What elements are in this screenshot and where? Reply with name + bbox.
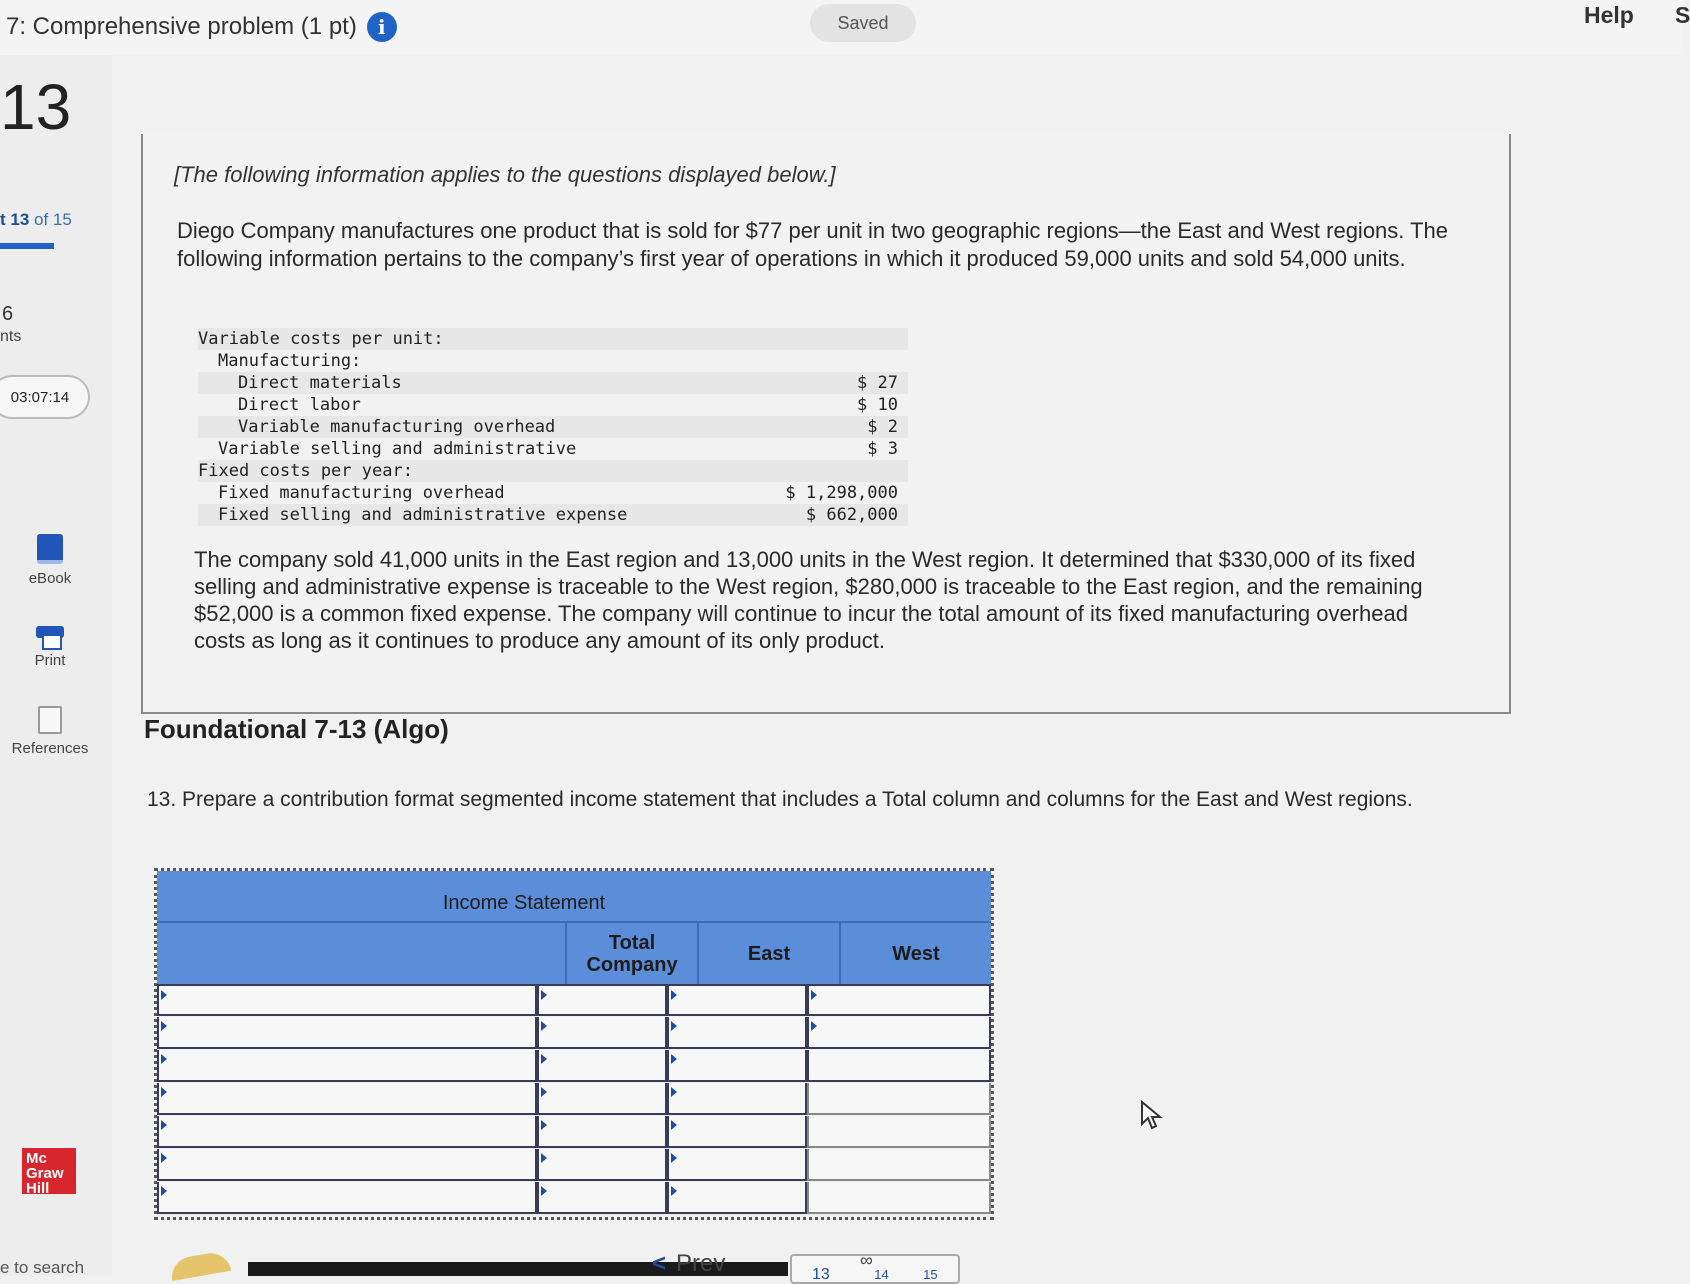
cost-label: Direct labor xyxy=(238,395,361,415)
worksheet-title: Income Statement xyxy=(442,892,606,914)
page-selector[interactable] xyxy=(790,1254,960,1284)
cell-east[interactable] xyxy=(667,1116,807,1148)
cost-amount: $ 27 xyxy=(857,373,898,393)
dropdown-marker-icon xyxy=(671,1087,677,1097)
cost-label: Direct materials xyxy=(238,373,402,393)
points-label: nts xyxy=(0,328,22,345)
dropdown-marker-icon xyxy=(671,990,677,1000)
cell-total-company[interactable] xyxy=(537,1182,667,1214)
prev-button[interactable] xyxy=(652,1250,725,1278)
chevron-left-icon: < xyxy=(652,1250,667,1277)
info-icon[interactable]: i xyxy=(367,12,397,42)
dropdown-marker-icon xyxy=(161,1054,167,1064)
table-row xyxy=(157,1149,991,1181)
worksheet-body xyxy=(157,984,991,1217)
progress-bar xyxy=(0,243,54,249)
dropdown-marker-icon xyxy=(541,1153,547,1163)
regional-details: The company sold 41,000 units in the East region and 13,000 units in the West region. It determined that $330,000 of its fixed selling and administrative expense is traceable to the West region, $280,000 is traceable to the East region, and the remaining $52,000 is a common fixed expense. The company will continue to incur the total amount of its fixed manufacturing overhead costs as long as it continues to produce any amount of its only product. xyxy=(194,547,1423,653)
dropdown-marker-icon xyxy=(161,1021,167,1031)
cell-east[interactable] xyxy=(667,1050,807,1082)
assignment-title-text: 7: Comprehensive problem (1 pt) xyxy=(6,13,357,40)
cost-label: Manufacturing: xyxy=(218,351,362,371)
timer-badge: 03:07:14 xyxy=(0,375,90,419)
assignment-title xyxy=(6,12,397,42)
help-link[interactable]: Help xyxy=(1584,2,1634,28)
dropdown-marker-icon xyxy=(671,1186,677,1196)
cell-east[interactable] xyxy=(667,984,807,1016)
question-heading: Foundational 7-13 (Algo) xyxy=(144,714,449,744)
mcgraw-hill-logo: Mc Graw Hill xyxy=(22,1148,76,1194)
dropdown-marker-icon xyxy=(161,990,167,1000)
cell-line-item[interactable] xyxy=(157,1050,537,1082)
cell-west[interactable] xyxy=(807,1083,991,1115)
prev-label: Prev xyxy=(676,1250,726,1277)
table-row xyxy=(157,1116,991,1148)
cost-label: Fixed manufacturing overhead xyxy=(218,483,505,503)
cell-line-item[interactable] xyxy=(157,1017,537,1049)
cost-label: Variable manufacturing overhead xyxy=(238,417,556,437)
cell-total-company[interactable] xyxy=(537,984,667,1016)
references-label: References xyxy=(11,740,89,757)
ebook-label: eBook xyxy=(28,570,72,587)
income-statement-worksheet xyxy=(154,868,994,1220)
column-header-total-company: Total Company xyxy=(565,923,697,984)
dropdown-marker-icon xyxy=(161,1087,167,1097)
references-button[interactable] xyxy=(0,706,100,757)
cell-total-company[interactable] xyxy=(537,1017,667,1049)
dropdown-marker-icon xyxy=(671,1054,677,1064)
dropdown-marker-icon xyxy=(811,1021,817,1031)
dropdown-marker-icon xyxy=(161,1153,167,1163)
cost-label: Variable costs per unit: xyxy=(198,329,444,349)
dropdown-marker-icon xyxy=(671,1120,677,1130)
dropdown-marker-icon xyxy=(671,1153,677,1163)
cost-row xyxy=(198,394,908,416)
cost-amount: $ 1,298,000 xyxy=(785,483,898,503)
header-cut-text[interactable]: S xyxy=(1675,2,1690,28)
table-row xyxy=(157,984,991,1016)
cost-label: Variable selling and administrative xyxy=(218,439,577,459)
worksheet-header xyxy=(157,871,991,984)
table-row xyxy=(157,1083,991,1115)
cost-amount: $ 3 xyxy=(867,439,898,459)
cell-line-item[interactable] xyxy=(157,1182,537,1214)
search-hint[interactable]: e to search xyxy=(0,1258,85,1277)
dropdown-marker-icon xyxy=(161,1120,167,1130)
print-label: Print xyxy=(34,652,66,669)
cell-west[interactable] xyxy=(807,984,991,1016)
top-header xyxy=(0,0,1690,55)
cost-amount: $ 2 xyxy=(867,417,898,437)
cost-label: Fixed costs per year: xyxy=(198,461,413,481)
documents-icon xyxy=(38,706,62,734)
page-next[interactable]: 14 xyxy=(874,1267,889,1282)
cost-data-table xyxy=(198,328,908,526)
page-last[interactable]: 15 xyxy=(923,1267,938,1282)
cell-east[interactable] xyxy=(667,1149,807,1181)
question-text: 13. Prepare a contribution format segmented income statement that includes a Total column and columns for the East and West regions. xyxy=(147,788,1413,811)
cost-row xyxy=(198,504,908,526)
cost-label: Fixed selling and administrative expense xyxy=(218,505,628,525)
printer-icon xyxy=(36,620,64,646)
cell-west[interactable] xyxy=(807,1149,991,1181)
table-row xyxy=(157,1050,991,1082)
cell-west[interactable] xyxy=(807,1182,991,1214)
cost-amount: $ 10 xyxy=(857,395,898,415)
cost-row xyxy=(198,416,908,438)
mouse-cursor-icon xyxy=(1140,1100,1162,1130)
cell-east[interactable] xyxy=(667,1083,807,1115)
taskbar-decoration xyxy=(169,1250,232,1281)
dropdown-marker-icon xyxy=(541,1120,547,1130)
cost-row xyxy=(198,328,908,350)
cell-east[interactable] xyxy=(667,1017,807,1049)
cell-west[interactable] xyxy=(807,1050,991,1082)
ebook-button[interactable] xyxy=(0,534,100,587)
cell-total-company[interactable] xyxy=(537,1083,667,1115)
cost-row xyxy=(198,372,908,394)
cost-row xyxy=(198,350,908,372)
cell-line-item[interactable] xyxy=(157,984,537,1016)
dropdown-marker-icon xyxy=(541,1021,547,1031)
cell-line-item[interactable] xyxy=(157,1116,537,1148)
dropdown-marker-icon xyxy=(541,1054,547,1064)
dropdown-marker-icon xyxy=(811,990,817,1000)
cost-row xyxy=(198,438,908,460)
cost-row xyxy=(198,460,908,482)
dropdown-marker-icon xyxy=(541,1087,547,1097)
progress-current: t 13 xyxy=(0,210,30,229)
saved-status-badge: Saved xyxy=(810,4,916,42)
cell-total-company[interactable] xyxy=(537,1116,667,1148)
column-header-west: West xyxy=(839,923,991,984)
cell-total-company[interactable] xyxy=(537,1050,667,1082)
question-number: 13 xyxy=(0,71,72,143)
dropdown-marker-icon xyxy=(161,1186,167,1196)
cell-line-item[interactable] xyxy=(157,1149,537,1181)
dropdown-marker-icon xyxy=(541,1186,547,1196)
progress-total: of 15 xyxy=(29,210,72,229)
table-row xyxy=(157,1182,991,1214)
page-current[interactable]: 13 xyxy=(812,1266,830,1283)
points-value: 6 xyxy=(2,303,14,325)
column-header-east: East xyxy=(697,923,839,984)
dropdown-marker-icon xyxy=(541,990,547,1000)
print-button[interactable] xyxy=(0,620,100,669)
cell-west[interactable] xyxy=(807,1116,991,1148)
link-icon[interactable]: ∞ xyxy=(860,1250,873,1270)
company-description: Diego Company manufactures one product that is sold for $77 per unit in two geographic regions—the East and West regions. The following information pertains to the company’s first year of operations in which it produced 59,000 units and sold 54,000 units. xyxy=(177,218,1449,271)
cell-total-company[interactable] xyxy=(537,1149,667,1181)
table-row xyxy=(157,1017,991,1049)
cost-amount: $ 662,000 xyxy=(805,505,898,525)
cost-row xyxy=(198,482,908,504)
cell-west[interactable] xyxy=(807,1017,991,1049)
info-intro: [The following information applies to the questions displayed below.] xyxy=(174,162,836,187)
dropdown-marker-icon xyxy=(671,1021,677,1031)
question-progress xyxy=(0,210,72,230)
book-icon xyxy=(37,534,63,564)
cell-east[interactable] xyxy=(667,1182,807,1214)
cell-line-item[interactable] xyxy=(157,1083,537,1115)
